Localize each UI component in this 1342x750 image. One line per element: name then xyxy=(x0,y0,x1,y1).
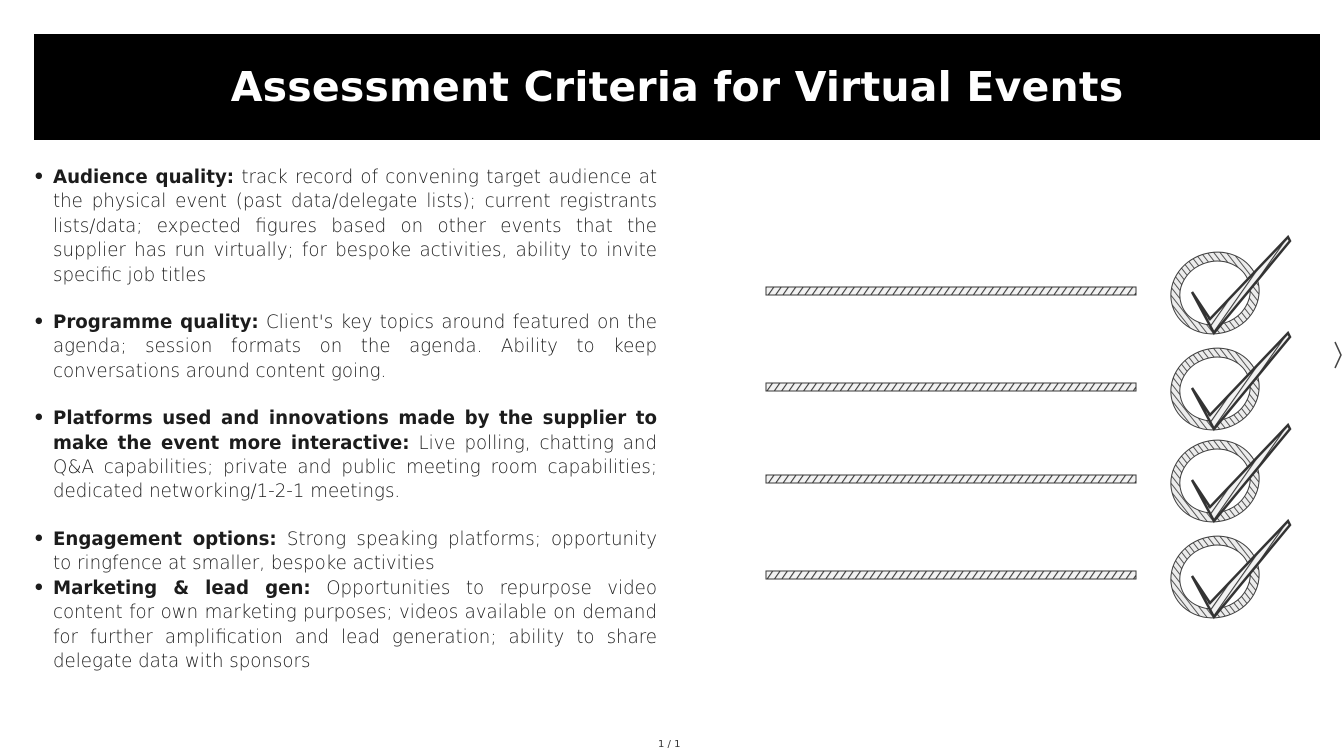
criteria-item-engagement-options xyxy=(33,528,657,577)
checklist-row-4 xyxy=(766,521,1290,624)
bullet-marker: • xyxy=(33,528,45,550)
criteria-item-platforms-innovations xyxy=(33,407,657,505)
criteria-item-marketing-lead-gen xyxy=(33,577,657,675)
bullet-marker: • xyxy=(33,167,45,188)
criteria-text: Opportunities to repurpose video content for own marketing purposes; videos available on demand for further amplification and lead generation; ability to share delegate data with sponsors xyxy=(53,577,657,672)
slide-title: Assessment Criteria for Virtual Events xyxy=(230,63,1124,111)
checklist-row-2 xyxy=(766,333,1290,436)
title-banner xyxy=(34,34,1320,140)
bullet-marker: • xyxy=(33,408,45,430)
criteria-heading: Audience quality: xyxy=(53,167,235,188)
criteria-item-audience-quality xyxy=(33,166,657,288)
criteria-text: Strong speaking platforms; opportunity to ringfence at smaller, bespoke activities xyxy=(53,528,658,575)
criteria-text: Client's key topics around featured on the agenda; session formats on the agenda. Ability to keep conversations around content going. xyxy=(53,312,657,382)
hand-drawn-checklist-icon xyxy=(758,225,1298,635)
criteria-heading: Engagement options: xyxy=(53,528,277,550)
bullet-marker: • xyxy=(33,312,45,334)
criteria-text: Live polling, chatting and Q&A capabilities; private and public meeting room capabilities; dedicated networking/1-2-1 meetings. xyxy=(53,432,657,503)
criteria-text: track record of convening target audience at the physical event (past data/delegate lists); current registrants lists/data; expected figures based on other events that the supplier has run virtually; for bespoke activities, ability to invite specific job titles xyxy=(53,167,657,286)
criteria-list xyxy=(33,166,657,674)
criteria-item-programme-quality xyxy=(33,311,657,384)
bullet-marker: • xyxy=(33,577,45,599)
checklist-row-3 xyxy=(766,425,1290,528)
criteria-heading: Programme quality: xyxy=(53,312,259,334)
criteria-heading: Marketing & lead gen: xyxy=(53,577,311,599)
checklist-row-1 xyxy=(766,237,1290,340)
chevron-right-icon[interactable] xyxy=(1334,340,1342,370)
page-indicator: 1 / 1 xyxy=(658,739,681,750)
criteria-heading: Platforms used and innovations made by the supplier to make the event more interactive: xyxy=(53,408,657,454)
